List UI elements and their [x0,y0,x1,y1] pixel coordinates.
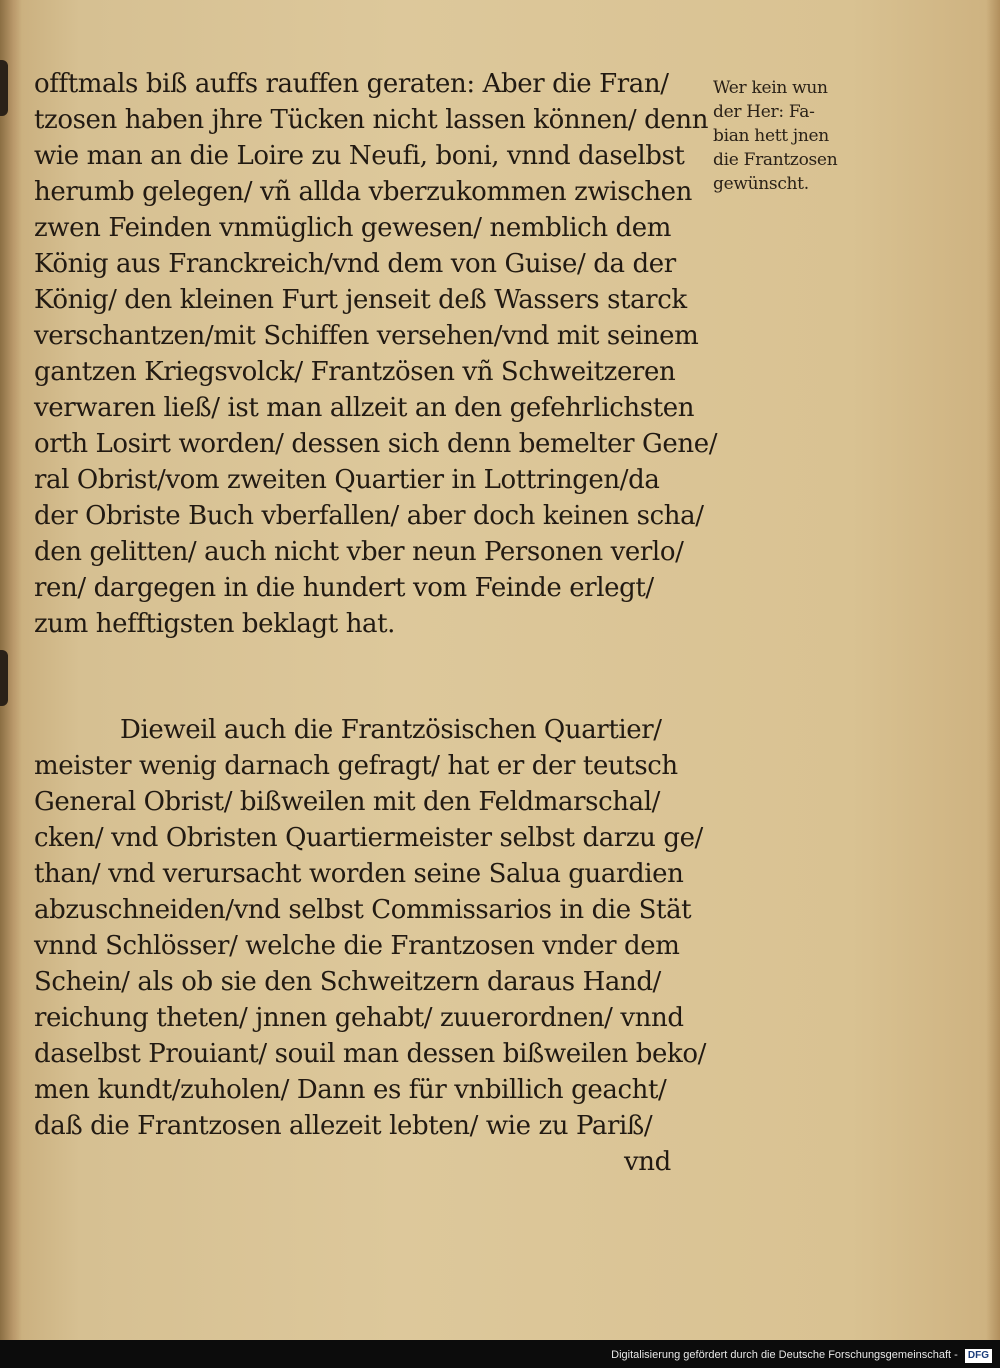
dfg-logo: DFG [965,1349,992,1363]
catchword: vnd [624,1147,671,1177]
text-line: wie man an die Loire zu Neufi, boni, vnnd daselbst [34,141,685,171]
text-line: than/ vnd verursacht worden seine Salua guardien [34,859,684,889]
margin-note-line: gewünscht. [713,174,809,194]
margin-note-line: Wer kein wun [713,78,828,98]
text-line: der Obriste Buch vberfallen/ aber doch keinen scha/ [34,501,704,531]
text-line: reichung theten/ jnnen gehabt/ zuuerordnen/ vnnd [34,1003,684,1033]
text-line: men kundt/zuholen/ Dann es für vnbillich geacht/ [34,1075,667,1105]
margin-note-line: die Frantzosen [713,150,838,170]
paragraph-2 [34,712,706,1180]
text-line: herumb gelegen/ vñ allda vberzukommen zwischen [34,177,692,207]
text-line: meister wenig darnach gefragt/ hat er der teutsch [34,751,678,781]
text-line: König/ den kleinen Furt jenseit deß Wassers starck [34,285,687,315]
footer-credit [611,1346,992,1364]
margin-note-line: bian hett jnen [713,126,829,146]
text-line: König aus Franckreich/vnd dem von Guise/ da der [34,249,676,279]
text-line: Schein/ als ob sie den Schweitzern daraus Hand/ [34,967,661,997]
text-line: ren/ dargegen in die hundert vom Feinde erlegt/ [34,573,654,603]
text-line: den gelitten/ auch nicht vber neun Personen verlo/ [34,537,684,567]
text-line: abzuschneiden/vnd selbst Commissarios in die Stät [34,895,692,925]
binding-clip [0,650,8,706]
text-line: vnnd Schlösser/ welche die Frantzosen vnder dem [34,931,680,961]
margin-note [713,76,883,196]
text-line: offtmals biß auffs rauffen geraten: Aber die Fran/ [34,69,669,99]
text-line: Dieweil auch die Frantzösischen Quartier/ [120,715,662,745]
footer-credit-text: Digitalisierung gefördert durch die Deutsche Forschungsgemeinschaft - [611,1349,958,1361]
text-line: daß die Frantzosen allezeit lebten/ wie zu Pariß/ [34,1111,653,1141]
text-line: ral Obrist/vom zweiten Quartier in Lottringen/da [34,465,660,495]
text-line: zwen Feinden vnmüglich gewesen/ nemblich dem [34,213,672,243]
text-line: daselbst Prouiant/ souil man dessen bißweilen beko/ [34,1039,706,1069]
text-line: gantzen Kriegsvolck/ Frantzösen vñ Schweitzeren [34,357,676,387]
text-line: zum hefftigsten beklagt hat. [34,609,396,639]
paragraph-1 [34,66,717,642]
margin-note-line: der Her: Fa- [713,102,815,122]
text-line: verwaren ließ/ ist man allzeit an den gefehrlichsten [34,393,695,423]
text-line: tzosen haben jhre Tücken nicht lassen können/ denn [34,105,709,135]
text-line: verschantzen/mit Schiffen versehen/vnd mit seinem [34,321,699,351]
text-line: orth Losirt worden/ dessen sich denn bemelter Gene/ [34,429,718,459]
binding-clip [0,60,8,116]
text-line: General Obrist/ bißweilen mit den Feldmarschal/ [34,787,661,817]
text-line: cken/ vnd Obristen Quartiermeister selbst darzu ge/ [34,823,703,853]
